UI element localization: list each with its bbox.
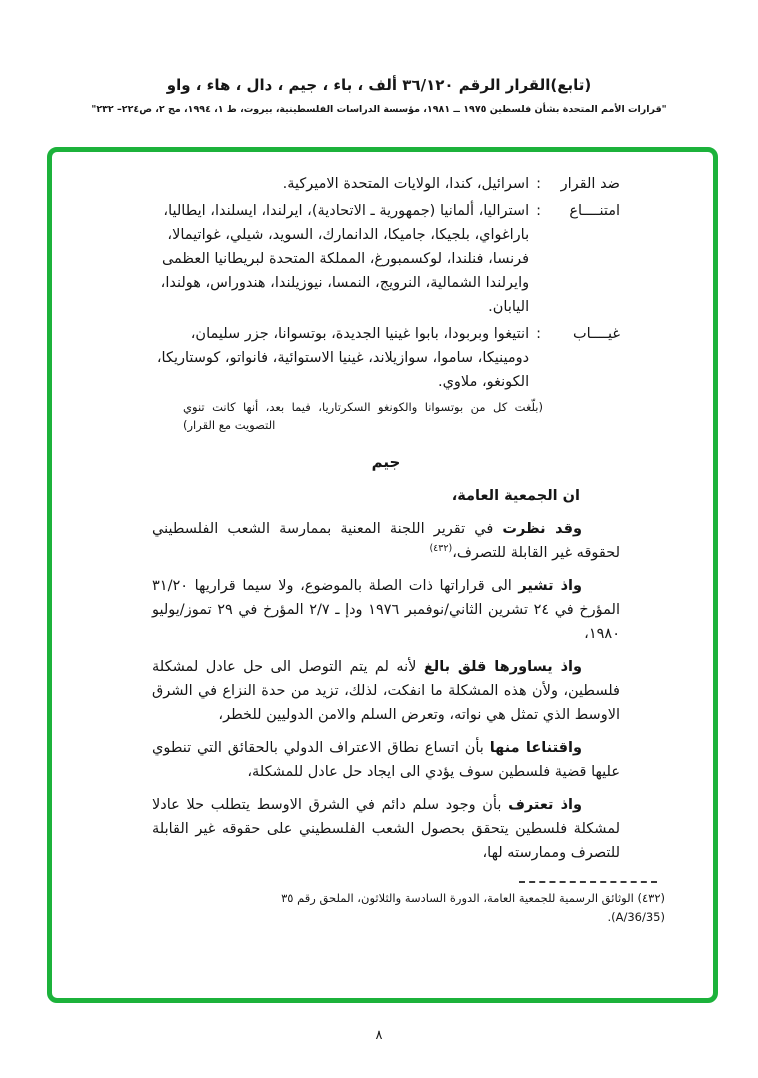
vote-text-abstain: استراليا، ألمانيا (جمهورية ـ الاتحادية)، ايرلندا، ايسلندا، ايطاليا، باراغواي، بلجيكا، جاميكا، الدانمارك، السويد، شيلي، غواتيمالا، فرنسا، فنلندا، لوكسمبورغ، المملكة المتحدة لبريطانيا العظمى وايرلندا الشمالية، النرويج، النمسا، نيوزيلندا، هندوراس، هولندا، اليابان.	[160, 203, 530, 315]
footnote-divider	[519, 881, 657, 883]
vote-row-against	[152, 172, 620, 196]
paragraph-text: الى قراراتها ذات الصلة بالموضوع، ولا سيما قراريها ٣١/٢٠ المؤرخ في ٢٤ تشرين الثاني/نوفمبر ١٩٧٦ ودإ ـ ٢/٧ المؤرخ في ٢٩ تموز/يوليو ١٩٨٠،	[152, 578, 620, 642]
footnote-text: (٤٣٢) الوثائق الرسمية للجمعية العامة، الدورة السادسة والثلاثون، الملحق رقم ٣٥ (A/36/35).	[281, 891, 665, 924]
paragraph-concerned	[152, 655, 620, 727]
vote-row-abstain	[152, 199, 620, 319]
paragraph-lead: واذ يساورها قلق بالغ	[423, 659, 582, 675]
paragraph-recalling	[152, 574, 620, 646]
vote-label-abstain: امتنــــاع	[569, 203, 620, 219]
paragraph-convinced	[152, 736, 620, 784]
footnote	[152, 881, 665, 927]
vote-label-absent: غيــــاب	[572, 326, 620, 342]
paragraph-lead: وقد نظرت	[502, 521, 582, 537]
vote-colon: :	[536, 326, 541, 342]
section-letter: جيم	[371, 453, 401, 471]
footnote-ref: (٤٣٢)	[429, 543, 453, 555]
paragraph-recognizing	[152, 793, 620, 865]
vote-text-absent: انتيغوا وبربودا، بابوا غينيا الجديدة، بوتسوانا، جزر سليمان، دومينيكا، ساموا، سوازيلاند، غينيا الاستوائية، فانواتو، كوستاريكا، الكونغو، ملاوي.	[156, 326, 530, 390]
vote-text-against: اسرائيل، كندا، الولايات المتحدة الاميركية.	[282, 176, 530, 192]
assembly-opener: ان الجمعية العامة،	[451, 488, 580, 504]
resolution-body	[152, 172, 665, 927]
paragraph-text: بأن وجود سلم دائم في الشرق الاوسط يتطلب حلا عادلا لمشكلة فلسطين يتحقق بحصول الشعب الفلسطيني على حقوقه غير القابلة للتصرف وممارسته لها،	[152, 797, 620, 861]
doc-title: (تابع)القرار الرقم ٣٦/١٢٠ ألف ، باء ، جيم ، دال ، هاء ، واو	[166, 76, 592, 94]
paragraph-considered	[152, 517, 620, 565]
vote-label-against: ضد القرار	[560, 176, 620, 192]
paragraph-lead: واذ تشير	[518, 578, 582, 594]
paragraph-text: بأن اتساع نطاق الاعتراف الدولي بالحقائق التي تنطوي عليها قضية فلسطين سوف يؤدي الى ايجاد حل عادل للمشكلة،	[152, 740, 620, 780]
page-number: ٨	[375, 1028, 383, 1043]
vote-colon: :	[536, 203, 541, 219]
vote-row-absent	[152, 322, 620, 394]
vote-colon: :	[536, 176, 541, 192]
paragraph-text: لأنه لم يتم التوصل الى حل عادل لمشكلة فلسطين، ولأن هذه المشكلة ما انفكت، لذلك، تزيد من حدة النزاع في الشرق الاوسط الذي تمثل هي نواته، وتعرض السلم والامن الدوليين للخطر،	[152, 659, 620, 723]
doc-header	[0, 76, 758, 115]
secretariat-note: (بلّغت كل من بوتسوانا والكونغو السكرتاريا، فيما بعد، أنها كانت تنوي التصويت مع القرار)	[183, 400, 543, 432]
paragraph-text: في تقرير اللجنة المعنية بممارسة الشعب الفلسطيني لحقوقه غير القابلة للتصرف،	[152, 521, 620, 561]
doc-source: "قرارات الأمم المتحدة بشأن فلسطين ١٩٧٥ ــ ١٩٨١، مؤسسة الدراسات الفلسطينية، بيروت، ط ١، ١٩٩٤، مج ٢، ص٢٢٤– ٢٣٢"	[91, 104, 667, 115]
paragraph-lead: واقتناعا منها	[489, 740, 582, 756]
paragraph-lead: واذ تعترف	[508, 797, 583, 813]
